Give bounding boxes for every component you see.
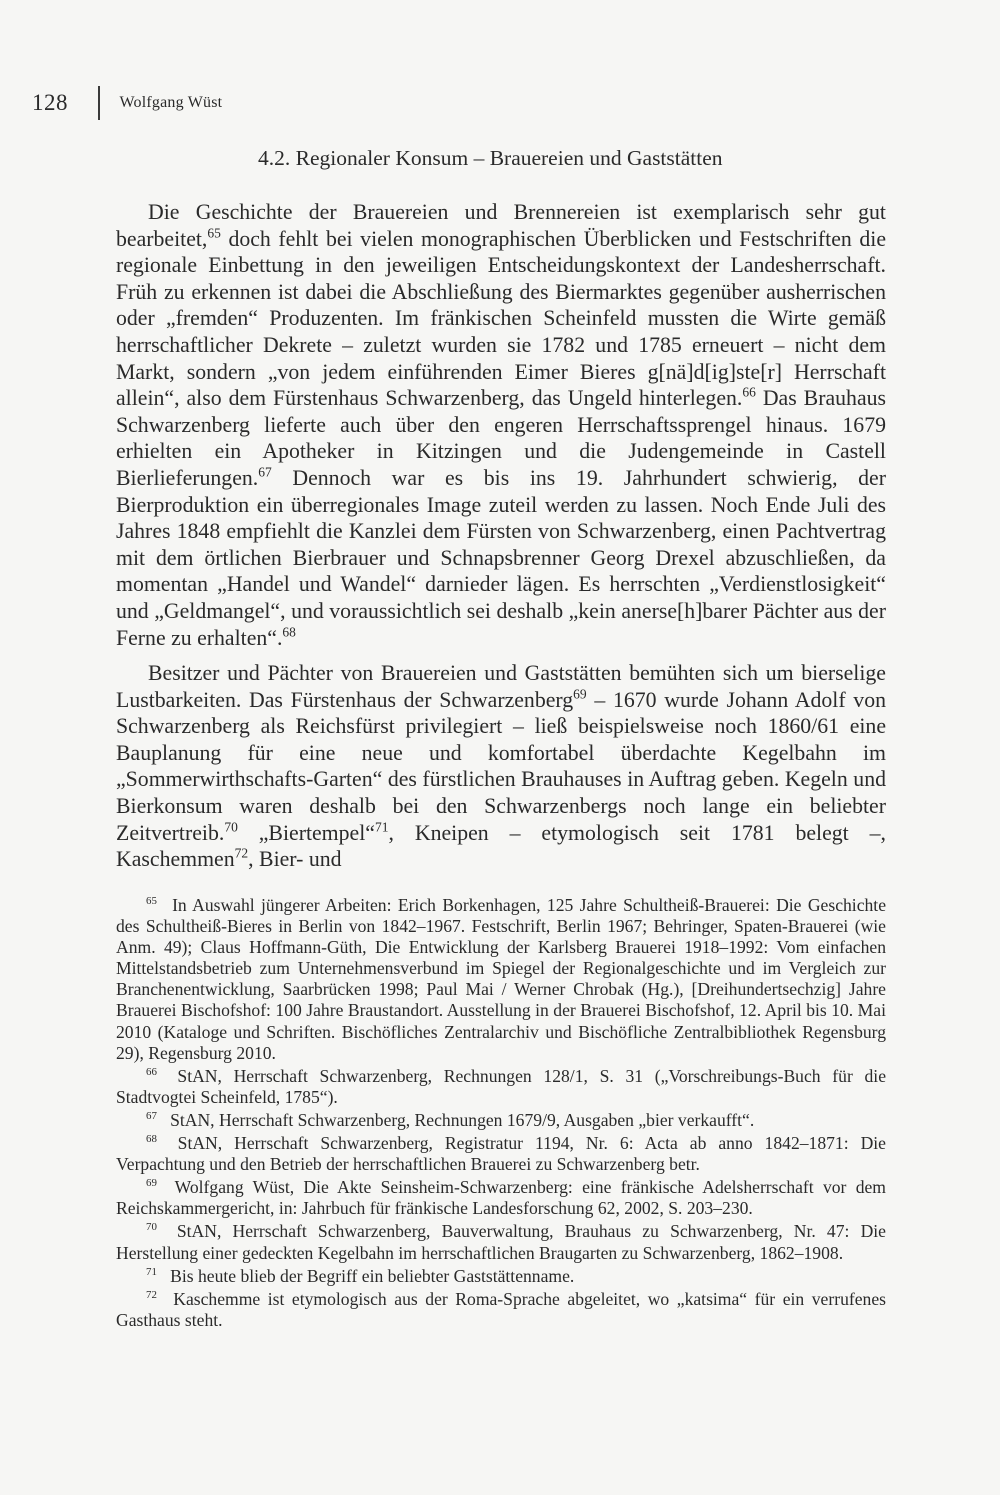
paragraph-text: Das Brauhaus Schwarzenberg lieferte auch über den engeren Herrschaftssprengel hinaus. 1679 erhielten ein Apotheker in Kitzingen und die Judengemeinde in Castell Bierlieferungen. <box>116 386 886 490</box>
footnote-text: StAN, Herrschaft Schwarzenberg, Rechnungen 1679/9, Ausgaben „bier verkaufft“. <box>165 1109 755 1130</box>
footnote <box>116 1066 886 1108</box>
footnote <box>116 1266 886 1287</box>
paragraph-text: , Kneipen – etymologisch seit 1781 belegt –, Kaschemmen <box>116 820 887 872</box>
footnote <box>116 1221 886 1263</box>
paragraph-text: Dennoch war es bis ins 19. Jahrhundert schwierig, der Bierproduktion ein überregionales Image zuteil werden zu lassen. Noch Ende Juli des Jahres 1848 empfiehlt die Kanzlei dem Fürsten von Schwarzenberg, einen Pachtvertrag mit dem örtlichen Bierbrauer und Schnapsbrenner Georg Drexel abzuschließen, da momentan „Handel und Wandel“ darnieder lägen. Es herrschten „Verdienstlosigkeit“ und „Geldmangel“, und voraussichtlich sei deshalb „kein anerse[h]barer Pächter aus der Ferne zu erhalten“. <box>116 465 886 650</box>
footnote-reference: 67 <box>258 464 272 480</box>
header-divider <box>98 86 100 120</box>
footnote-number: 70 <box>146 1221 157 1234</box>
footnote-reference: 70 <box>224 819 238 835</box>
footnote-number: 68 <box>146 1133 157 1146</box>
footnote-reference: 72 <box>234 845 249 861</box>
footnote-number: 67 <box>146 1110 157 1123</box>
footnotes <box>116 895 886 1333</box>
footnote-text: StAN, Herrschaft Schwarzenberg, Registratur 1194, Nr. 6: Acta ab anno 1842–1871: Die Verpachtung und den Betrieb der herrschaftlichen Brauerei zu Schwarzenberg betr. <box>116 1133 886 1175</box>
footnote <box>116 1289 886 1331</box>
running-header <box>32 86 222 120</box>
paragraph-text: – 1670 wurde Johann Adolf von Schwarzenberg als Reichsfürst privilegiert – ließ beispielsweise noch 1860/61 eine Bauplanung für eine neue und komfortabel überdachte Kegelbahn im „Sommerwirthschafts-Garten“ des fürstlichen Brauhauses in Auftrag geben. Kegeln und Bierkonsum waren deshalb bei den Schwarzenbergs noch lange ein beliebter Zeitvertreib. <box>116 687 886 845</box>
footnote-reference: 68 <box>282 624 296 640</box>
page-number: 128 <box>32 90 68 115</box>
body-paragraph <box>116 660 886 873</box>
footnote-text: Wolfgang Wüst, Die Akte Seinsheim-Schwarzenberg: eine fränkische Adelsherrschaft vor dem Reichskammergericht, in: Jahrbuch für fränkische Landesforschung 62, 2002, S. 203–230. <box>116 1177 886 1219</box>
footnote-number: 65 <box>146 895 157 908</box>
footnote-number: 66 <box>146 1065 157 1078</box>
footnote <box>116 1133 886 1175</box>
footnote-number: 71 <box>146 1265 157 1278</box>
body-text <box>116 199 886 882</box>
footnote-reference: 65 <box>207 225 221 241</box>
footnote-text: Bis heute blieb der Begriff ein beliebter Gaststättenname. <box>165 1265 575 1286</box>
footnote-text: StAN, Herrschaft Schwarzenberg, Bauverwaltung, Brauhaus zu Schwarzenberg, Nr. 47: Die Herstellung einer gedeckten Kegelbahn im herrschaftlichen Braugarten zu Schwarzenberg, 1862–1908. <box>116 1221 886 1263</box>
running-header-author: Wolfgang Wüst <box>119 94 223 111</box>
paragraph-text: doch fehlt bei vielen monographischen Überblicken und Festschriften die regionale Einbettung in den jeweiligen Entscheidungskontext der Landesherrschaft. Früh zu erkennen ist dabei die Abschließung des Biermarktes gegenüber ausherrischen oder „fremden“ Produzenten. Im fränkischen Scheinfeld mussten die Wirte gemäß herrschaftlicher Dekrete – zuletzt wurden sie 1782 und 1785 erneuert – nicht dem Markt, sondern „von jedem einführenden Eimer Bieres g[nä]d[ig]ste[r] Herrschaft allein“, also dem Fürstenhaus Schwarzenberg, das Ungeld hinterlegen. <box>116 226 886 411</box>
body-paragraph <box>116 199 886 651</box>
footnote-reference: 66 <box>742 384 756 400</box>
paragraph-text: „Biertempel“ <box>237 820 375 845</box>
footnote <box>116 1177 886 1219</box>
paragraph-text: Besitzer und Pächter von Brauereien und Gaststätten bemühten sich um bierselige Lustbarkeiten. Das Fürstenhaus der Schwarzenberg <box>116 661 886 712</box>
paragraph-text: Die Geschichte der Brauereien und Brennereien ist exemplarisch sehr gut bearbeitet, <box>116 200 886 251</box>
footnote <box>116 1110 886 1131</box>
footnote-number: 69 <box>146 1177 157 1190</box>
footnote-text: Kaschemme ist etymologisch aus der Roma-Sprache abgeleitet, wo „katsima“ für ein verrufenes Gasthaus steht. <box>116 1288 886 1330</box>
footnote <box>116 895 886 1064</box>
footnote-text: In Auswahl jüngerer Arbeiten: Erich Borkenhagen, 125 Jahre Schultheiß-Brauerei: Die Geschichte des Schultheiß-Bieres in Berlin von 1842–1967. Festschrift, Berlin 1967; Behringer, Spaten-Brauerei (wie Anm. 49); Claus Hoffmann-Güth, Die Entwicklung der Karlsberg Brauerei 1918–1992: Vom einfachen Mittelstandsbetrieb zum Unternehmensverbund im Spiegel der Regionalgeschichte und im Vergleich zur Branchenentwicklung, Saarbrücken 1998; Paul Mai / Werner Chrobak (Hg.), [Dreihundertsechzig] Jahre Brauerei Bischofshof: 100 Jahre Braustandort. Ausstellung in der Brauerei Bischofshof, 12. April bis 10. Mai 2010 (Kataloge und Schriften. Bischöfliches Zentralarchiv und Bischöfliche Zentralbibliothek Regensburg 29), Regensburg 2010. <box>116 895 886 1063</box>
footnote-reference: 71 <box>374 819 389 835</box>
footnote-text: StAN, Herrschaft Schwarzenberg, Rechnungen 128/1, S. 31 („Vorschreibungs-Buch für die Stadtvogtei Scheinfeld, 1785“). <box>116 1065 886 1107</box>
paragraph-text: , Bier- und <box>248 847 342 872</box>
footnote-number: 72 <box>146 1288 157 1301</box>
footnote-reference: 69 <box>573 686 587 702</box>
section-heading: 4.2. Regionaler Konsum – Brauereien und Gaststätten <box>258 146 723 170</box>
